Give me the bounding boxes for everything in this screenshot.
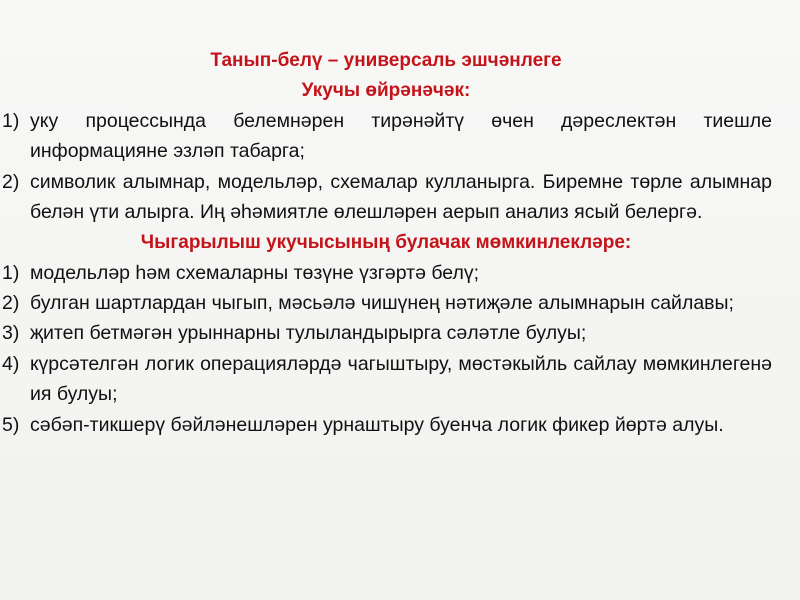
opportunity-item-number: 1) bbox=[2, 261, 20, 284]
opportunity-item-text: җитеп бетмәгән урыннарны тулыландырырга сәләтле булуы; bbox=[30, 322, 587, 345]
learn-list bbox=[0, 106, 772, 228]
opportunity-item-number: 4) bbox=[2, 352, 20, 375]
learn-heading: Укучы өйрәнәчәк: bbox=[301, 80, 471, 101]
opportunity-item-text: булган шартлардан чыгып, мәсьәлә чишүнең нәтиҗәле алымнарын сайлавы; bbox=[30, 292, 734, 315]
opportunity-item-text: күрсәтелгән логик операцияләрдә чагыштыру, мөстәкыйль сайлау мөмкинлегенә ия булуы; bbox=[30, 352, 772, 406]
opportunities-heading: Чыгарылыш укучысының булачак мөмкинлекләре: bbox=[140, 231, 632, 253]
opportunity-item bbox=[0, 410, 772, 440]
opportunity-item-text: модельләр һәм схемаларны төзүне үзгәртә белү; bbox=[30, 261, 480, 284]
learn-item-text: уку процессында белемнәрен тирәнәйтү өчен дәреслектән тиешле информацияне эзләп табарга; bbox=[30, 110, 772, 163]
learn-item-text: символик алымнар, модельләр, схемалар кулланырга. Биремне төрле алымнар белән үти алырга. Иң әһәмиятле өлешләрен аерып анализ ясый белергә. bbox=[30, 170, 772, 224]
learn-item bbox=[0, 167, 772, 228]
opportunity-item-number: 2) bbox=[2, 292, 20, 315]
learn-item bbox=[0, 106, 772, 167]
learn-item-number: 2) bbox=[2, 170, 20, 193]
opportunity-item bbox=[0, 258, 772, 288]
opportunity-item bbox=[0, 349, 772, 410]
learn-item-number: 1) bbox=[2, 110, 20, 132]
opportunity-item-number: 5) bbox=[2, 413, 20, 436]
opportunity-item bbox=[0, 288, 772, 318]
opportunity-item-number: 3) bbox=[2, 322, 20, 345]
opportunity-item bbox=[0, 318, 772, 348]
opportunities-list bbox=[0, 258, 772, 440]
slide-title: Танып-белү – универсаль эшчәнлеге bbox=[210, 50, 562, 71]
opportunity-item-text: сәбәп-тикшерү бәйләнешләрен урнаштыру буенча логик фикер йөртә алуы. bbox=[30, 413, 724, 436]
